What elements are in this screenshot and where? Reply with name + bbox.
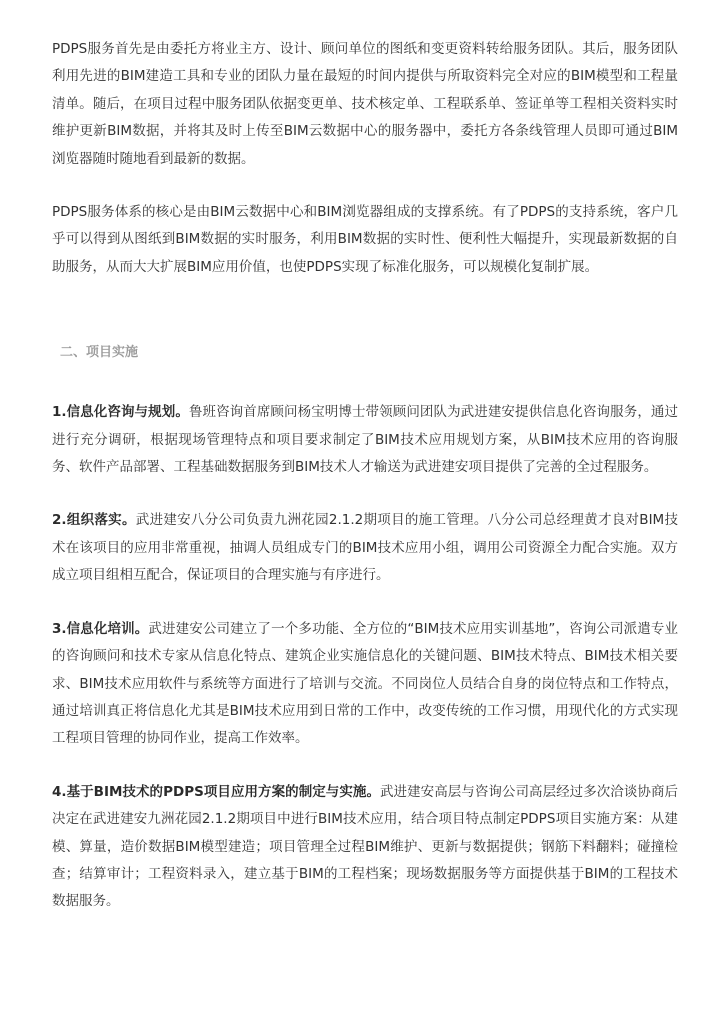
intro-paragraph-2: PDPS服务体系的核心是由BIM云数据中心和BIM浏览器组成的支撑系统。有了PDPS的支持系统，客户几乎可以得到从图纸到BIM数据的实时服务，利用BIM数据的实时性、便利性大幅提升，实现最新数据的自助服务，从而大大扩展BIM应用价值，也使PDPS实现了标准化服务，可以规模化复制扩展。	[52, 204, 678, 275]
item-text-1: 鲁班咨询首席顾问杨宝明博士带领顾问团队为武进建安提供信息化咨询服务，通过进行充分调研，根据现场管理特点和项目要求制定了BIM技术应用规划方案，从BIM技术应用的咨询服务、软件产品部署、工程基础数据服务到BIM技术人才输送为武进建安项目提供了完善的全过程服务。	[52, 404, 678, 476]
item-paragraph-1	[52, 399, 678, 481]
item-lead-3: 3.信息化培训。	[52, 620, 149, 637]
item-paragraph-2	[52, 507, 678, 589]
intro-paragraph-1: PDPS服务首先是由委托方将业主方、设计、顾问单位的图纸和变更资料转给服务团队。其后，服务团队利用先进的BIM建造工具和专业的团队力量在最短的时间内提供与所取资料完全对应的BIM模型和工程量清单。随后，在项目过程中服务团队依据变更单、技术核定单、工程联系单、签证单等工程相关资料实时维护更新BIM数据，并将其及时上传至BIM云数据中心的服务器中，委托方各条线管理人员即可通过BIM浏览器随时随地看到最新的数据。	[52, 41, 678, 167]
item-text-3: 武进建安公司建立了一个多功能、全方位的“BIM技术应用实训基地”，咨询公司派遣专业的咨询顾问和技术专家从信息化特点、建筑企业实施信息化的关键问题、BIM技术特点、BIM技术相关要求、BIM技术应用软件与系统等方面进行了培训与交流。不同岗位人员结合自身的岗位特点和工作特点，通过培训真正将信息化尤其是BIM技术应用到日常的工作中，改变传统的工作习惯，用现代化的方式实现工程项目管理的协同作业，提高工作效率。	[52, 620, 678, 747]
item-lead-4: 4.基于BIM技术的PDPS项目应用方案的制定与实施。	[52, 783, 380, 800]
section-heading: 二、项目实施	[60, 345, 139, 361]
item-lead-2: 2.组织落实。	[52, 512, 136, 529]
item-text-4: 武进建安高层与咨询公司高层经过多次洽谈协商后决定在武进建安九洲花园2.1.2期项目中进行BIM技术应用，结合项目特点制定PDPS项目实施方案：从建模、算量，造价数据BIM模型建造；项目管理全过程BIM维护、更新与数据提供；钢筋下料翻料；碰撞检查；结算审计；工程资料录入，建立基于BIM的工程档案；现场数据服务等方面提供基于BIM的工程技术数据服务。	[52, 783, 678, 910]
item-text-2: 武进建安八分公司负责九洲花园2.1.2期项目的施工管理。八分公司总经理黄才良对BIM技术在该项目的应用非常重视，抽调人员组成专门的BIM技术应用小组，调用公司资源全力配合实施。双方成立项目组相互配合，保证项目的合理实施与有序进行。	[52, 512, 678, 584]
article-body	[52, 36, 678, 916]
item-lead-1: 1.信息化咨询与规划。	[52, 404, 189, 421]
item-paragraph-4	[52, 779, 678, 916]
item-paragraph-3	[52, 616, 678, 753]
